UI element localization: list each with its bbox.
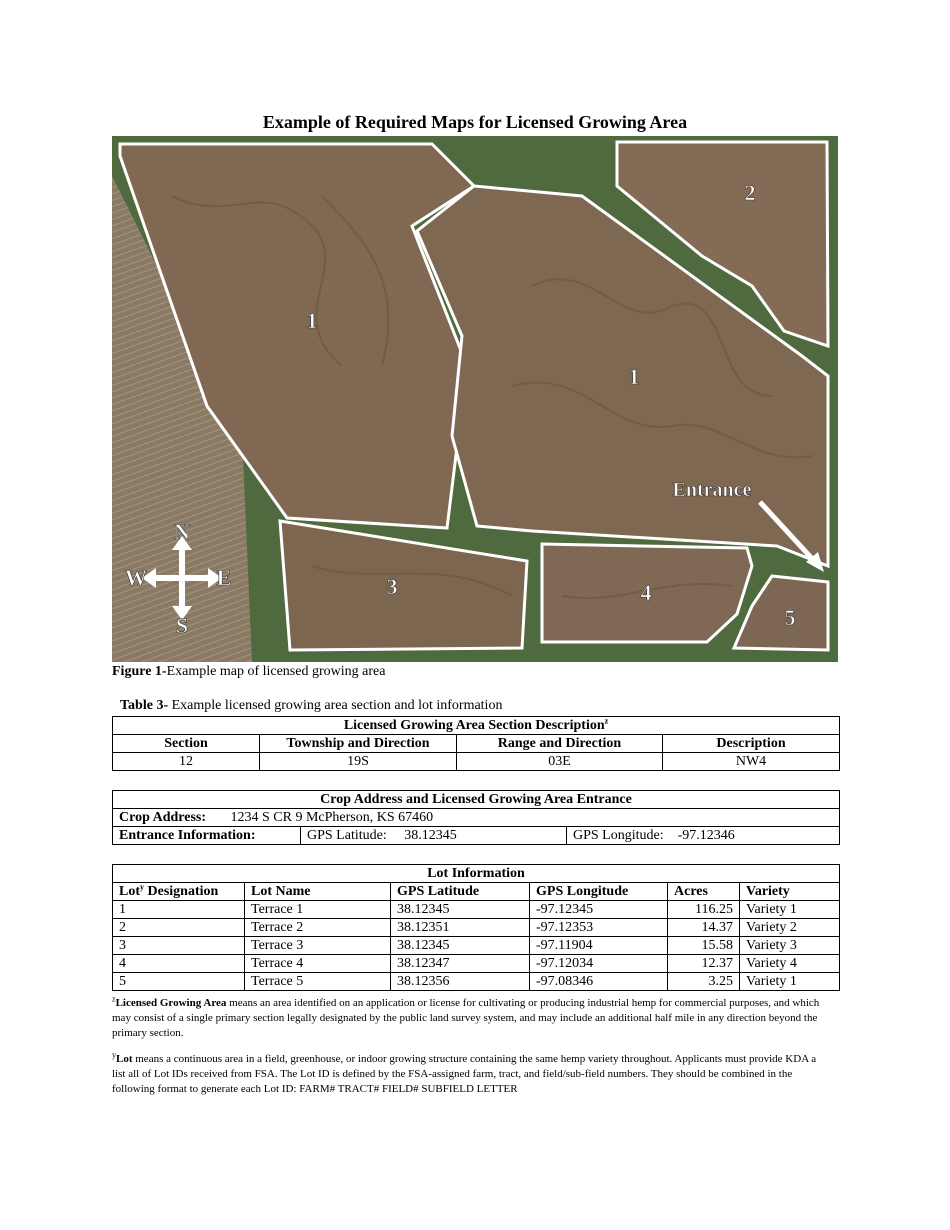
lot-designation: 2 (113, 919, 245, 937)
compass-east: E (216, 565, 232, 590)
section-header: Section (113, 735, 260, 753)
gps-latitude-header: GPS Latitude (391, 883, 530, 901)
aerial-map (112, 136, 838, 662)
gps-longitude-header: GPS Longitude (530, 883, 668, 901)
lot-variety: Variety 2 (740, 919, 840, 937)
lot-latitude: 38.12356 (391, 973, 530, 991)
lot-acres: 116.25 (668, 901, 740, 919)
lot-longitude: -97.11904 (530, 937, 668, 955)
entrance-longitude: GPS Longitude: -97.12346 (567, 827, 840, 845)
table-caption-text: Example licensed growing area section and lot information (168, 698, 503, 713)
table-row (113, 919, 840, 937)
compass-north: N (174, 519, 190, 544)
lot-latitude: 38.12347 (391, 955, 530, 973)
lot-acres: 3.25 (668, 973, 740, 991)
lot-variety: Variety 4 (740, 955, 840, 973)
lot-variety: Variety 1 (740, 901, 840, 919)
table-row (113, 955, 840, 973)
field-label: 1 (306, 308, 318, 333)
page-title: Example of Required Maps for Licensed Growing Area (262, 112, 688, 132)
lot-longitude: -97.12353 (530, 919, 668, 937)
table-caption (120, 698, 502, 714)
lot-acres: 14.37 (668, 919, 740, 937)
field-label: 3 (386, 574, 398, 599)
address-table (112, 790, 840, 845)
footnote-lot: $^y$Lot means a continuous area in a field, greenhouse, or indoor growing structure containing the same hemp variety throughout. Applicants must provide KDA a list all of Lot IDs received from FSA. The Lot ID is defined by the FSA-assigned farm, tract, and field/sub-field numbers. They should be combined in the following format to generate each Lot ID: FARM# TRACT# FIELD# SUBFIELD LETTER (112, 1050, 817, 1095)
lot-designation: 3 (113, 937, 245, 955)
township-cell: 19S (260, 753, 457, 771)
lot-latitude: 38.12351 (391, 919, 530, 937)
entrance-latitude: GPS Latitude: 38.12345 (301, 827, 567, 845)
lot-longitude: -97.12034 (530, 955, 668, 973)
range-cell: 03E (457, 753, 663, 771)
range-header: Range and Direction (457, 735, 663, 753)
lot-name-header: Lot Name (245, 883, 391, 901)
lot-name: Terrace 5 (245, 973, 391, 991)
field-label: 4 (640, 580, 652, 605)
table-row (113, 973, 840, 991)
lot-longitude: -97.12345 (530, 901, 668, 919)
description-header: Description (663, 735, 840, 753)
lot-variety: Variety 1 (740, 973, 840, 991)
compass-south: S (175, 613, 189, 638)
lot-name: Terrace 4 (245, 955, 391, 973)
lot-latitude: 38.12345 (391, 937, 530, 955)
table-caption-label: Table 3- (120, 698, 169, 713)
entrance-label: Entrance (672, 479, 752, 501)
lot-name: Terrace 1 (245, 901, 391, 919)
table-row (113, 937, 840, 955)
lot-designation: 1 (113, 901, 245, 919)
figure-caption (112, 664, 385, 680)
lot-name: Terrace 3 (245, 937, 391, 955)
crop-address-row (113, 809, 840, 827)
lot-name: Terrace 2 (245, 919, 391, 937)
lot-variety: Variety 3 (740, 937, 840, 955)
figure-caption-text: Example map of licensed growing area (166, 664, 386, 679)
lot-longitude: -97.08346 (530, 973, 668, 991)
section-table-title: Licensed Growing Area Section Description$^z$ (113, 717, 840, 735)
lot-designation: 4 (113, 955, 245, 973)
lot-acres: 12.37 (668, 955, 740, 973)
crop-address-label: Crop Address: (119, 810, 207, 825)
entrance-info-label: Entrance Information: (113, 827, 301, 845)
table-row (113, 901, 840, 919)
field-label: 1 (628, 364, 640, 389)
figure-caption-label: Figure 1- (112, 664, 167, 679)
lot-table (112, 864, 840, 991)
lot-acres: 15.58 (668, 937, 740, 955)
section-table (112, 716, 840, 771)
acres-header: Acres (668, 883, 740, 901)
lot-designation: 5 (113, 973, 245, 991)
lot-table-title: Lot Information (113, 865, 840, 883)
address-table-title: Crop Address and Licensed Growing Area Entrance (113, 791, 840, 809)
township-header: Township and Direction (260, 735, 457, 753)
variety-header: Variety (740, 883, 840, 901)
field-label: 5 (784, 605, 796, 630)
compass-west: W (125, 565, 147, 590)
crop-address-value: 1234 S CR 9 McPherson, KS 67460 (230, 810, 434, 825)
footnote-licensed-growing-area: $^z$Licensed Growing Area means an area identified on an application or license for cultivating or producing industrial hemp for commercial purposes, and which may consist of a single primary section legally designated by the public land survey system, and may include an additional half mile in any direction beyond the primary section. (112, 994, 820, 1039)
lot-latitude: 38.12345 (391, 901, 530, 919)
field-label: 2 (744, 180, 756, 205)
description-cell: NW4 (663, 753, 840, 771)
section-cell: 12 (113, 753, 260, 771)
lot-designation-header: Lot$^y$ Designation (113, 883, 245, 901)
